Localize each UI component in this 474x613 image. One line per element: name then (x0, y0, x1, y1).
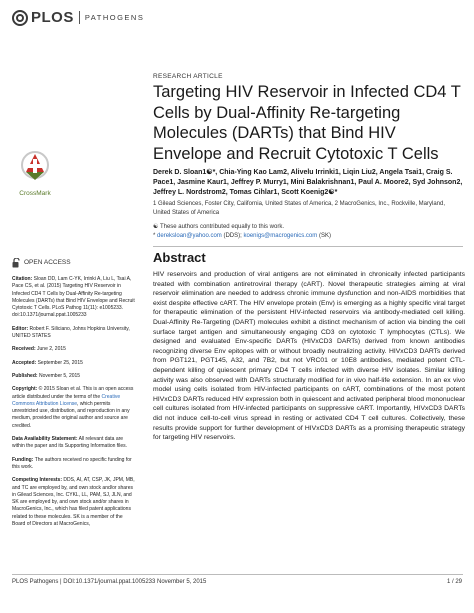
funding-text: The authors received no specific funding for this work. (12, 456, 132, 470)
email-link-1[interactable]: dereksloan@yahoo.com (157, 232, 222, 239)
citation-text: Sloan DD, Lam C-YK, Irrinki A, Liu L, Tsai A, Pace CS, et al. (2015) Targeting HIV Reservoir in Infected CD4 T Cells by Dual-Affinity Re-targeting Molecules (DARTs) that Bind HIV Envelope and Recruit Cytotoxic T Cells. PLoS Pathog 11(11): e1005233. doi:10.1371/journal.ppat.1005233 (12, 276, 135, 319)
editor-label: Editor: (12, 325, 29, 332)
competing-interests (12, 477, 137, 528)
article-type: RESEARCH ARTICLE (153, 73, 223, 80)
open-access-badge (12, 258, 137, 268)
received-label: Received: (12, 346, 36, 353)
copyright (12, 386, 137, 430)
abstract-text: HIV reservoirs and production of viral antigens are not eliminated in chronically infected participants treated with combination antiretroviral therapy (cART). Novel therapeutic strategies aiming at viral reservoir elimination are needed to address chronic immune dysfunction and non-AIDS morbidities that exist despite effective cART. The HIV envelope protein (Env) is emerging as a highly specific viral target for therapeutic elimination of the persistent HIV-infected reservoirs via antibody-mediated cell killing. Dual-Affinity Re-Targeting (DART) molecules exhibit a distinct mechanism of action via binding the cell surface target antigen and simultaneously engaging CD3 on cytotoxic T lymphocytes (CTLs). We designed and evaluated Env-specific DARTs (HIVxCD3 DARTs) derived from known antibodies recognizing diverse Env epitopes with or without broadly neutralizing activity. HIVxCD3 DARTs derived from PGT121, PGT145, A32, and 7B2, but not VRC01 or 10E8 antibodies, mediated potent CTL-dependent killing of quiescent primary CD4 T cells infected with diverse HIV isolates. Similar killing activity was also observed with DARTs structurally modified for in vivo half-life extension. In an ex vivo model using cells isolated from HIV-infected participants on cART, combinations of the most potent HIVxCD3 DARTs reduced HIV expression both in quiescent and activated peripheral blood mononuclear cell cultures isolated from HIV-infected participants on suppressive cART. Importantly, HIVxCD3 DARTs did not induce cell-to-cell virus spread in resting or activated CD4 T cell cultures. Collectively, these results provide support for further development of HIVxCD3 DARTs as a promising therapeutic strategy for targeting HIV reservoirs. (153, 271, 465, 442)
competing-interests-label: Competing Interests: (12, 477, 63, 484)
license-link[interactable]: Creative Commons Attribution License (12, 393, 121, 407)
equal-contribution-note: ☯ These authors contributed equally to this work. (153, 224, 285, 230)
copyright-label: Copyright: (12, 386, 38, 393)
affiliations (153, 200, 463, 217)
accepted-date (12, 360, 137, 367)
crossmark-badge[interactable] (12, 150, 58, 197)
editor-text: Robert F. Siliciano, Johns Hopkins University, UNITED STATES (12, 325, 130, 340)
page-number: 1 / 29 (446, 579, 462, 585)
accepted-label: Accepted: (12, 359, 37, 366)
footer-divider (12, 574, 463, 575)
open-access-label: OPEN ACCESS (24, 259, 71, 267)
contact-suffix: (SK) (317, 232, 331, 239)
received-text: June 2, 2015 (35, 346, 66, 353)
abstract-heading: Abstract (153, 250, 206, 265)
published-label: Published: (12, 372, 38, 379)
copyright-text-1: © 2015 Sloan et al. This is an open access article distributed under the terms of the (12, 386, 134, 400)
crossmark-icon (20, 150, 50, 184)
corresponding-emails (153, 232, 463, 241)
plos-logo[interactable] (12, 9, 144, 26)
citation-label: Citation: (12, 276, 33, 282)
contact-info (153, 223, 463, 240)
competing-interests-text: DDS, AI, AT, CSP, JK, JPM, MB, and TC are employed by, and own stock and/or shares in Gilead Sciences, Inc. CYKL, LL, PAM, SJ, JLN, and SK are employed by, and own stock and/or shares in MacroGenics, Inc., which has filed patent applications related to these molecules. SK is a member of the Board of Directors at MacroGenics, (12, 477, 135, 528)
published-text: November 5, 2015 (37, 372, 81, 379)
contact-prefix: * (153, 232, 158, 239)
plos-logo-text: PLOS (31, 9, 74, 26)
data-availability-text: All relevant data are within the paper and its Supporting Information files. (12, 436, 128, 450)
section-divider (153, 246, 463, 247)
crossmark-label: CrossMark (19, 190, 51, 197)
received-date (12, 346, 137, 353)
article-title: Targeting HIV Reservoir in Infected CD4 T Cells by Dual-Affinity Re-targeting Molecules (DARTs) that Bind HIV Envelope and Recruit Cytotoxic T Cells (153, 83, 461, 163)
author-list: Derek D. Sloan1☯*, Chia-Ying Kao Lam2, Alivelu Irrinki1, Liqin Liu2, Angela Tsai1, Craig S. Pace1, Jasmine Kaur1, Jeffrey P. Murry1, Mini Balakrishnan1, Paul A. Moore2, Syd Johnson2, Jeffrey L. Nordstrom2, Tomas Cihlar1, Scott Koenig2☯* (153, 169, 463, 196)
funding (12, 457, 137, 472)
logo-separator (79, 11, 80, 24)
citation (12, 276, 137, 320)
data-availability-label: Data Availability Statement: (12, 436, 78, 443)
journal-name: PATHOGENS (84, 13, 145, 22)
editor (12, 326, 137, 341)
affiliations-text: 1 Gilead Sciences, Foster City, California, United States of America, 2 MacroGenics, Inc., Rockville, Maryland, United States of America (153, 201, 446, 216)
email-link-2[interactable]: koenigs@macrogenics.com (243, 232, 318, 239)
article-metadata (12, 258, 137, 534)
data-availability (12, 436, 137, 451)
copyright-text-2: , which permits unrestricted use, distribution, and reproduction in any medium, provided the original author and source are credited. (12, 400, 130, 429)
open-lock-icon (12, 258, 21, 268)
accepted-text: September 25, 2015 (36, 359, 83, 366)
footer-citation: PLOS Pathogens | DOI:10.1371/journal.ppat.1005233 November 5, 2015 (12, 579, 207, 585)
plos-logo-icon (12, 10, 28, 26)
contact-mid: (DDS); (221, 232, 244, 239)
published-date (12, 373, 137, 380)
funding-label: Funding: (12, 456, 34, 463)
